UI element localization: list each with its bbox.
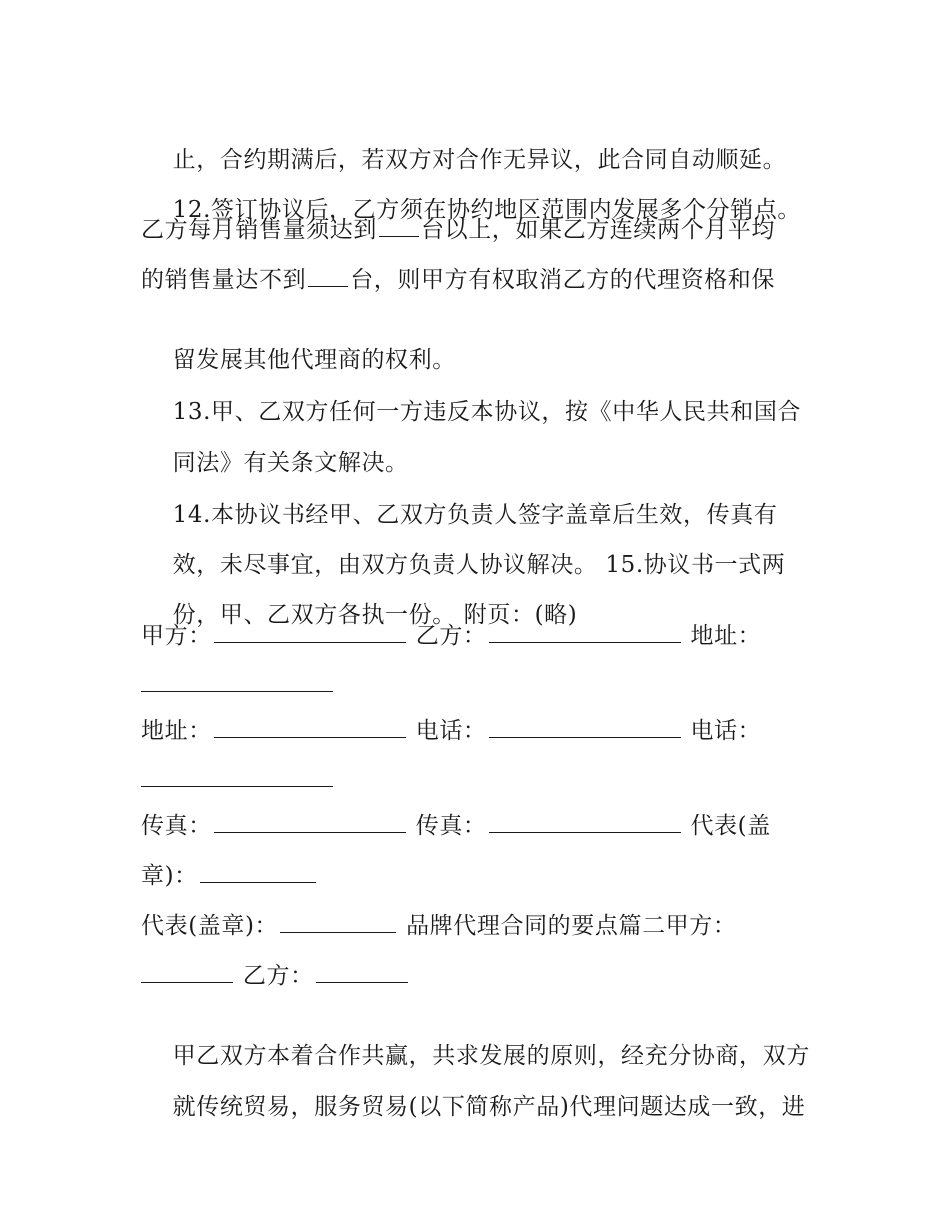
phone-blank-2[interactable] [141,766,333,787]
line-text: 12.签订协议后，乙方须在协约地区范围内发展多个分销点。 [172,197,802,223]
line-text: 的销售量达不到 [141,267,307,293]
signature-row-rep-2 [141,911,736,941]
line-text: 台，则甲方有权取消乙方的代理资格和保 [350,267,776,293]
party-b-label: 乙方： [415,623,487,649]
fax-blank-2[interactable] [489,812,681,833]
line-text: 13.甲、乙双方任何一方违反本协议，按《中华人民共和国合 [172,399,802,425]
clause-12-line-3 [141,265,775,295]
line-text: 同法》有关条文解决。 [172,450,409,476]
closing-line-2 [141,1062,805,1152]
signature-row-phone-blank [141,765,335,795]
party-a-label: 甲方： [141,623,212,649]
second-contract-parties [141,961,410,991]
signature-row-seal [141,861,318,891]
rep-seal-blank-2[interactable] [280,912,396,933]
line-text: 14.本协议书经甲、乙双方负责人签字盖章后生效，传真有 [172,502,778,528]
signature-row-address-blank [141,670,335,700]
rep-seal-label: 代表(盖 [690,813,771,839]
fax-label: 传真： [141,813,212,839]
signature-row-party [141,621,761,651]
rep-seal-blank[interactable] [200,862,316,883]
line-text: 份，甲、乙双方各执一份。 附页：(略) [172,602,578,628]
line-text: 甲乙双方本着合作共赢，共求发展的原则，经充分协商，双方 [172,1043,810,1069]
monthly-sales-blank[interactable] [379,216,419,237]
line-text: 效，未尽事宜，由双方负责人协议解决。 15.协议书一式两 [172,552,786,578]
phone-label-2: 电话： [690,718,762,744]
minimum-sales-blank[interactable] [308,266,348,287]
party-b-blank[interactable] [489,622,681,643]
phone-blank[interactable] [489,717,681,738]
line-text: 台以上，如果乙方连续两个月平均 [421,217,775,243]
party-a-blank[interactable] [214,622,406,643]
line-text: 止，合约期满后，若双方对合作无异议，此合同自动顺延。 [172,147,787,173]
second-party-b-blank[interactable] [316,962,408,983]
line-text: 乙方每月销售量须达到 [141,217,377,243]
line-text: 留发展其他代理商的权利。 [172,347,456,373]
second-contract-title: 品牌代理合同的要点篇二甲方： [406,913,737,939]
second-party-a-blank[interactable] [141,962,233,983]
address-label-2: 地址： [141,718,212,744]
line-text: 就传统贸易，服务贸易(以下简称产品)代理问题达成一致，进 [172,1094,806,1120]
rep-seal-label-cont: 章)： [141,863,198,889]
rep-seal-label-2: 代表(盖章)： [141,913,279,939]
address-label: 地址： [690,623,762,649]
signature-row-fax [141,811,771,841]
second-party-b-label: 乙方： [242,963,314,989]
fax-label-2: 传真： [415,813,487,839]
clause-12-line-2 [141,215,775,245]
address-blank[interactable] [141,671,333,692]
address-blank-2[interactable] [214,717,406,738]
fax-blank[interactable] [214,812,406,833]
signature-row-address [141,716,761,746]
phone-label: 电话： [415,718,487,744]
